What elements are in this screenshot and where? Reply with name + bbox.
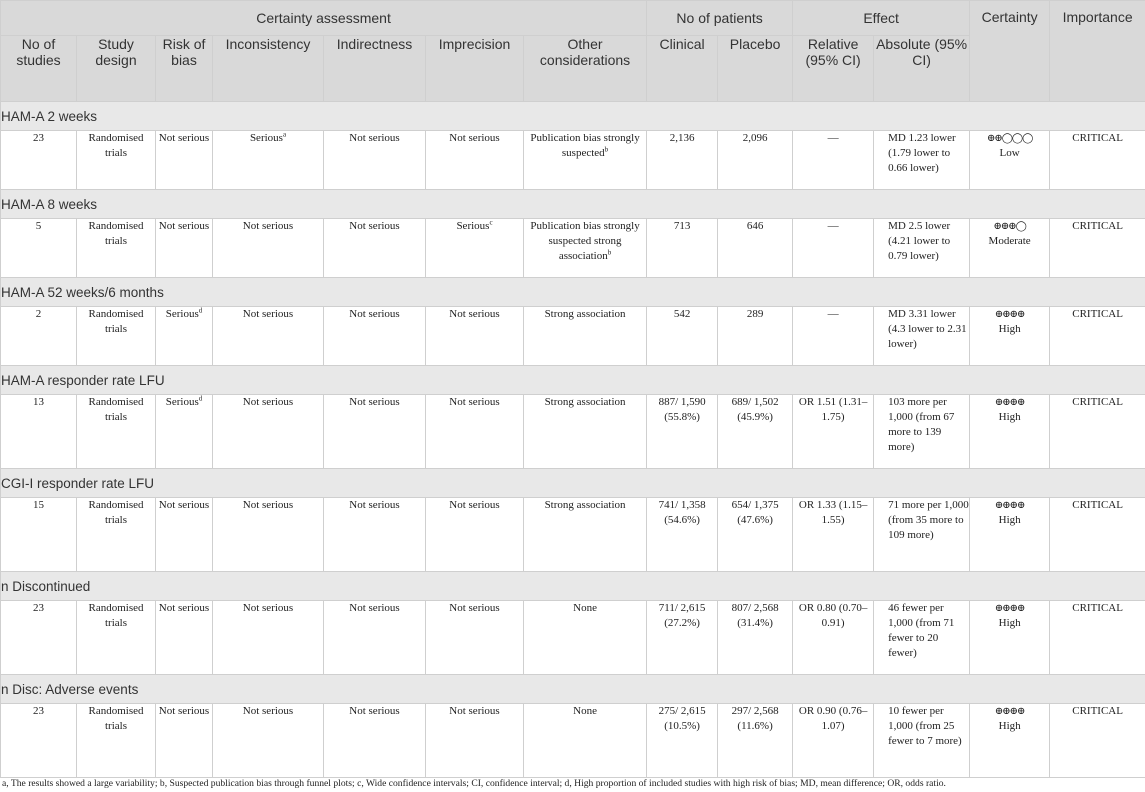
section-title: HAM-A 8 weeks — [1, 190, 1145, 219]
cell-importance — [1050, 307, 1145, 366]
cell-other-considerations — [524, 498, 647, 572]
header-effect: Effect — [793, 1, 970, 36]
cell-placebo-text: 297/ 2,568 (11.6%) — [731, 705, 779, 732]
cell-inconsistency — [213, 395, 324, 469]
cell-clinical-text: 713 — [673, 220, 691, 232]
certainty-label: High — [998, 411, 1021, 423]
cell-risk-of-bias-text: Serious — [165, 396, 199, 408]
cell-inconsistency — [213, 601, 324, 675]
cell-absolute — [874, 395, 970, 469]
cell-indirectness — [324, 395, 426, 469]
table-row — [1, 307, 1145, 366]
footnote-marker: b — [604, 145, 609, 154]
cell-certainty — [970, 131, 1050, 190]
cell-indirectness-text: Not serious — [349, 308, 400, 320]
cell-risk-of-bias — [156, 498, 213, 572]
cell-inconsistency — [213, 131, 324, 190]
section-header-row — [1, 190, 1145, 219]
cell-relative — [793, 498, 874, 572]
cell-placebo — [718, 498, 793, 572]
table-row — [1, 601, 1145, 675]
cell-no-of-studies — [1, 219, 77, 278]
certainty-rating-icon: ⊕⊕⊕⊕ — [994, 706, 1025, 717]
cell-relative-text: — — [827, 308, 839, 320]
cell-inconsistency — [213, 219, 324, 278]
cell-placebo — [718, 307, 793, 366]
table-row — [1, 498, 1145, 572]
cell-importance-text: CRITICAL — [1072, 602, 1123, 614]
certainty-rating-icon: ⊕⊕⊕⊕ — [994, 603, 1025, 614]
cell-study-design-text: Randomised trials — [88, 396, 144, 423]
header-absolute: Absolute (95% CI) — [874, 36, 970, 102]
section-header-row — [1, 102, 1145, 131]
cell-risk-of-bias — [156, 704, 213, 778]
cell-indirectness-text: Not serious — [349, 705, 400, 717]
cell-other-considerations — [524, 131, 647, 190]
cell-study-design — [77, 395, 156, 469]
cell-clinical-text: 711/ 2,615 (27.2%) — [658, 602, 706, 629]
footnote-marker: c — [489, 218, 493, 227]
footnote-marker: b — [607, 248, 612, 257]
cell-no-of-studies-text: 23 — [33, 602, 44, 614]
cell-clinical — [647, 307, 718, 366]
header-risk-of-bias: Risk of bias — [156, 36, 213, 102]
cell-clinical — [647, 601, 718, 675]
cell-placebo-text: 646 — [746, 220, 764, 232]
cell-importance-text: CRITICAL — [1072, 499, 1123, 511]
cell-importance — [1050, 131, 1145, 190]
cell-certainty — [970, 395, 1050, 469]
cell-relative-text: OR 0.90 (0.76–1.07) — [798, 705, 868, 732]
cell-no-of-studies — [1, 307, 77, 366]
section-header-row — [1, 278, 1145, 307]
cell-absolute — [874, 601, 970, 675]
cell-clinical — [647, 395, 718, 469]
cell-study-design-text: Randomised trials — [88, 499, 144, 526]
cell-placebo-text: 654/ 1,375 (47.6%) — [731, 499, 779, 526]
cell-other-considerations — [524, 601, 647, 675]
section-header-row — [1, 366, 1145, 395]
cell-placebo — [718, 219, 793, 278]
section-header-row — [1, 469, 1145, 498]
cell-indirectness-text: Not serious — [349, 396, 400, 408]
cell-importance — [1050, 704, 1145, 778]
cell-relative-text: — — [827, 220, 839, 232]
cell-absolute-text: 46 fewer per 1,000 (from 71 fewer to 20 fewer) — [888, 602, 955, 659]
cell-other-considerations — [524, 219, 647, 278]
cell-clinical-text: 542 — [673, 308, 691, 320]
footnote-marker: d — [198, 306, 203, 315]
cell-inconsistency — [213, 498, 324, 572]
header-no-of-patients: No of patients — [647, 1, 793, 36]
cell-imprecision-text: Not serious — [449, 705, 500, 717]
cell-importance — [1050, 219, 1145, 278]
cell-relative-text: OR 1.51 (1.31–1.75) — [798, 396, 868, 423]
cell-indirectness — [324, 498, 426, 572]
table-body — [1, 102, 1145, 778]
cell-absolute — [874, 704, 970, 778]
cell-imprecision-text: Not serious — [449, 308, 500, 320]
cell-no-of-studies-text: 15 — [33, 499, 44, 511]
cell-inconsistency-text: Not serious — [242, 705, 294, 717]
cell-imprecision-text: Not serious — [449, 499, 500, 511]
cell-relative — [793, 704, 874, 778]
cell-relative — [793, 307, 874, 366]
cell-indirectness-text: Not serious — [349, 499, 400, 511]
cell-study-design-text: Randomised trials — [88, 308, 144, 335]
certainty-rating-icon: ⊕⊕⊕⊕ — [994, 309, 1025, 320]
cell-absolute — [874, 307, 970, 366]
cell-relative — [793, 395, 874, 469]
header-other-considerations: Other considerations — [524, 36, 647, 102]
cell-inconsistency-text: Not serious — [242, 499, 294, 511]
header-study-design: Study design — [77, 36, 156, 102]
cell-certainty — [970, 704, 1050, 778]
cell-risk-of-bias — [156, 307, 213, 366]
cell-importance — [1050, 498, 1145, 572]
cell-risk-of-bias — [156, 219, 213, 278]
cell-clinical-text: 741/ 1,358 (54.6%) — [658, 499, 706, 526]
cell-relative — [793, 601, 874, 675]
cell-placebo-text: 2,096 — [742, 132, 768, 144]
cell-no-of-studies — [1, 395, 77, 469]
certainty-label: High — [998, 514, 1021, 526]
cell-other-considerations-text: Publication bias strongly suspected — [530, 132, 640, 159]
cell-absolute-text: 10 fewer per 1,000 (from 25 fewer to 7 more) — [888, 705, 962, 747]
cell-risk-of-bias-text: Not serious — [158, 132, 210, 144]
header-placebo: Placebo — [718, 36, 793, 102]
cell-imprecision-text: Not serious — [449, 396, 500, 408]
certainty-rating-icon: ⊕⊕⊕◯ — [993, 221, 1026, 232]
cell-clinical — [647, 219, 718, 278]
header-importance: Importance — [1050, 1, 1145, 102]
cell-study-design — [77, 704, 156, 778]
cell-indirectness — [324, 704, 426, 778]
cell-imprecision — [426, 307, 524, 366]
section-title: n Disc: Adverse events — [1, 675, 1145, 704]
footnote-marker: a — [282, 130, 287, 139]
cell-study-design-text: Randomised trials — [88, 132, 144, 159]
cell-inconsistency-text: Not serious — [242, 308, 294, 320]
cell-other-considerations — [524, 395, 647, 469]
cell-risk-of-bias-text: Serious — [165, 308, 199, 320]
cell-importance — [1050, 601, 1145, 675]
header-relative: Relative (95% CI) — [793, 36, 874, 102]
certainty-label: High — [998, 617, 1021, 629]
cell-placebo — [718, 131, 793, 190]
cell-absolute-text: 103 more per 1,000 (from 67 more to 139 more) — [888, 396, 955, 453]
header-indirectness: Indirectness — [324, 36, 426, 102]
cell-certainty — [970, 219, 1050, 278]
certainty-label: High — [998, 323, 1021, 335]
cell-absolute-text: MD 3.31 lower (4.3 lower to 2.31 lower) — [888, 308, 967, 350]
cell-inconsistency-text: Serious — [249, 132, 283, 144]
section-title: HAM-A 52 weeks/6 months — [1, 278, 1145, 307]
cell-indirectness — [324, 219, 426, 278]
cell-risk-of-bias-text: Not serious — [158, 220, 210, 232]
cell-absolute — [874, 498, 970, 572]
table-row — [1, 395, 1145, 469]
cell-study-design — [77, 219, 156, 278]
cell-relative-text: OR 1.33 (1.15–1.55) — [798, 499, 868, 526]
header-clinical: Clinical — [647, 36, 718, 102]
cell-study-design-text: Randomised trials — [88, 705, 144, 732]
cell-indirectness — [324, 601, 426, 675]
cell-risk-of-bias — [156, 131, 213, 190]
header-certainty: Certainty — [970, 1, 1050, 102]
cell-risk-of-bias — [156, 601, 213, 675]
cell-importance — [1050, 395, 1145, 469]
section-header-row — [1, 572, 1145, 601]
cell-placebo-text: 289 — [746, 308, 764, 320]
cell-indirectness — [324, 307, 426, 366]
cell-imprecision-text: Serious — [456, 220, 490, 232]
cell-imprecision — [426, 395, 524, 469]
cell-placebo — [718, 601, 793, 675]
cell-importance-text: CRITICAL — [1072, 132, 1123, 144]
cell-inconsistency-text: Not serious — [242, 220, 294, 232]
cell-other-considerations-text: Strong association — [544, 396, 626, 408]
cell-risk-of-bias-text: Not serious — [158, 499, 210, 511]
header-no-of-studies: No of studies — [1, 36, 77, 102]
cell-no-of-studies — [1, 704, 77, 778]
cell-no-of-studies-text: 13 — [33, 396, 44, 408]
cell-relative — [793, 219, 874, 278]
cell-absolute-text: MD 2.5 lower (4.21 lower to 0.79 lower) — [888, 220, 951, 262]
cell-no-of-studies-text: 5 — [35, 220, 42, 232]
cell-other-considerations-text: Strong association — [544, 499, 626, 511]
cell-study-design — [77, 498, 156, 572]
cell-placebo-text: 689/ 1,502 (45.9%) — [731, 396, 779, 423]
cell-certainty — [970, 307, 1050, 366]
cell-imprecision — [426, 219, 524, 278]
certainty-rating-icon: ⊕⊕◯◯◯ — [986, 133, 1033, 144]
section-title: HAM-A responder rate LFU — [1, 366, 1145, 395]
cell-relative-text: OR 0.80 (0.70–0.91) — [798, 602, 868, 629]
cell-no-of-studies-text: 23 — [33, 132, 44, 144]
cell-study-design — [77, 307, 156, 366]
cell-imprecision-text: Not serious — [449, 602, 500, 614]
cell-absolute-text: MD 1.23 lower (1.79 lower to 0.66 lower) — [888, 132, 956, 174]
cell-other-considerations-text: Publication bias strongly suspected strong association — [530, 220, 640, 262]
cell-imprecision — [426, 704, 524, 778]
table-row — [1, 704, 1145, 778]
cell-clinical — [647, 704, 718, 778]
cell-importance-text: CRITICAL — [1072, 308, 1123, 320]
cell-indirectness-text: Not serious — [349, 220, 400, 232]
section-title: n Discontinued — [1, 572, 1145, 601]
certainty-label: Moderate — [988, 235, 1031, 247]
cell-risk-of-bias — [156, 395, 213, 469]
cell-risk-of-bias-text: Not serious — [158, 602, 210, 614]
table-footnote: a, The results showed a large variability; b, Suspected publication bias through funnel plots; c, Wide confidence intervals; CI, confidence interval; d, High proportion of included studies with high risk of bias; MD, mean difference; OR, odds ratio. — [2, 778, 946, 789]
cell-absolute — [874, 219, 970, 278]
cell-clinical — [647, 131, 718, 190]
cell-other-considerations-text: None — [573, 602, 597, 614]
table-row — [1, 219, 1145, 278]
table-row — [1, 131, 1145, 190]
cell-placebo — [718, 704, 793, 778]
cell-indirectness-text: Not serious — [349, 132, 400, 144]
cell-other-considerations-text: None — [573, 705, 597, 717]
header-certainty-assessment: Certainty assessment — [1, 1, 647, 36]
cell-inconsistency — [213, 307, 324, 366]
certainty-rating-icon: ⊕⊕⊕⊕ — [994, 397, 1025, 408]
cell-absolute-text: 71 more per 1,000 (from 35 more to 109 more) — [888, 499, 969, 541]
section-title: HAM-A 2 weeks — [1, 102, 1145, 131]
cell-no-of-studies — [1, 498, 77, 572]
cell-clinical-text: 275/ 2,615 (10.5%) — [658, 705, 706, 732]
cell-no-of-studies-text: 2 — [35, 308, 42, 320]
cell-relative-text: — — [827, 132, 839, 144]
cell-risk-of-bias-text: Not serious — [158, 705, 210, 717]
cell-indirectness — [324, 131, 426, 190]
cell-imprecision — [426, 131, 524, 190]
certainty-label: Low — [999, 147, 1020, 159]
header-imprecision: Imprecision — [426, 36, 524, 102]
cell-placebo — [718, 395, 793, 469]
cell-clinical-text: 2,136 — [669, 132, 695, 144]
cell-imprecision — [426, 601, 524, 675]
certainty-label: High — [998, 720, 1021, 732]
cell-importance-text: CRITICAL — [1072, 220, 1123, 232]
cell-certainty — [970, 498, 1050, 572]
cell-no-of-studies-text: 23 — [33, 705, 44, 717]
cell-no-of-studies — [1, 601, 77, 675]
cell-study-design — [77, 131, 156, 190]
cell-imprecision — [426, 498, 524, 572]
cell-no-of-studies — [1, 131, 77, 190]
cell-imprecision-text: Not serious — [449, 132, 500, 144]
cell-inconsistency-text: Not serious — [242, 396, 294, 408]
cell-inconsistency — [213, 704, 324, 778]
footnote-marker: d — [198, 394, 203, 403]
cell-certainty — [970, 601, 1050, 675]
cell-relative — [793, 131, 874, 190]
cell-study-design-text: Randomised trials — [88, 602, 144, 629]
section-title: CGI-I responder rate LFU — [1, 469, 1145, 498]
cell-inconsistency-text: Not serious — [242, 602, 294, 614]
cell-other-considerations — [524, 704, 647, 778]
section-header-row — [1, 675, 1145, 704]
cell-clinical — [647, 498, 718, 572]
cell-absolute — [874, 131, 970, 190]
cell-other-considerations-text: Strong association — [544, 308, 626, 320]
cell-study-design — [77, 601, 156, 675]
header-inconsistency: Inconsistency — [213, 36, 324, 102]
cell-clinical-text: 887/ 1,590 (55.8%) — [658, 396, 706, 423]
cell-placebo-text: 807/ 2,568 (31.4%) — [731, 602, 779, 629]
cell-study-design-text: Randomised trials — [88, 220, 144, 247]
certainty-rating-icon: ⊕⊕⊕⊕ — [994, 500, 1025, 511]
cell-importance-text: CRITICAL — [1072, 705, 1123, 717]
cell-indirectness-text: Not serious — [349, 602, 400, 614]
cell-other-considerations — [524, 307, 647, 366]
cell-importance-text: CRITICAL — [1072, 396, 1123, 408]
